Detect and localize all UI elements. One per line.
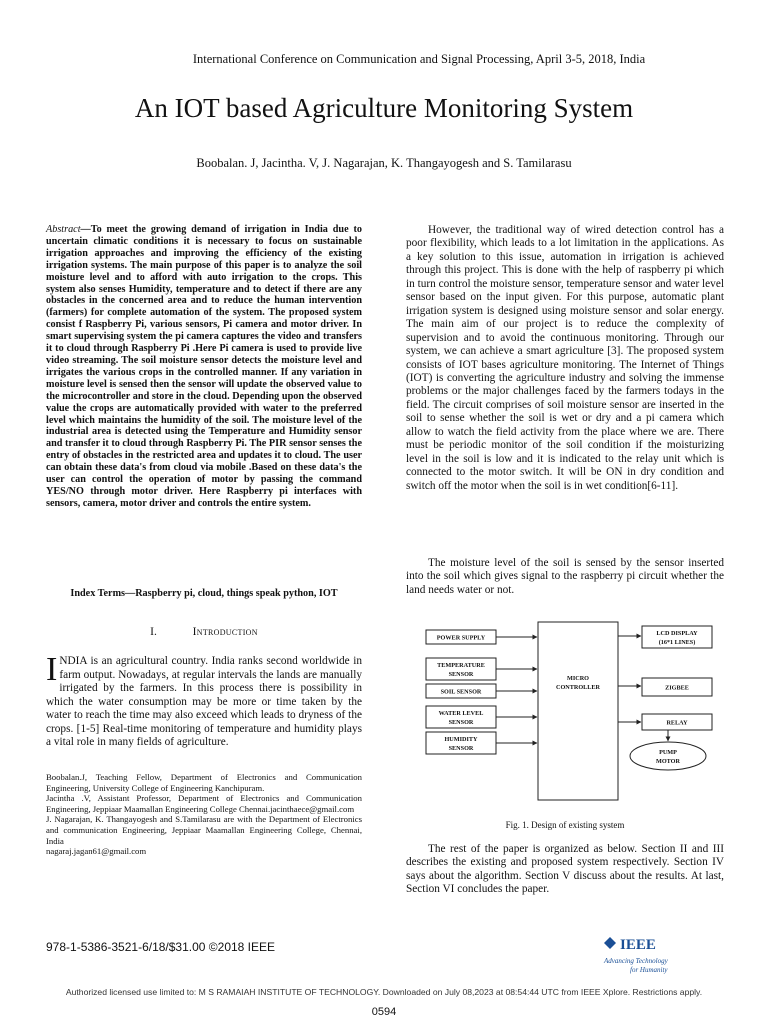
affiliation-item: Jacintha .V, Assistant Professor, Department of Electronics and Communication Engineering, Jeppiaar Maamallan Engineering College Chennai.jacinthaece@gmail.com xyxy=(46,793,362,814)
index-terms: Index Terms—Raspberry pi, cloud, things speak python, IOT xyxy=(70,588,338,599)
lcd-label-line2: (16*1 LINES) xyxy=(658,639,696,646)
microcontroller-label-line1: MICRO xyxy=(567,675,589,682)
ieee-diamond-icon xyxy=(604,937,616,949)
author-list: Boobalan. J, Jacintha. V, J. Nagarajan, K. Thangayogesh and S. Tamilarasu xyxy=(196,156,572,170)
ieee-logo xyxy=(602,935,722,979)
body-paragraph-1: However, the traditional way of wired detection control has a poor flexibility, which leads to a lot limitation in the applications. As a key solution to this issue, automation in irrigation is achieved through this project. This is done with the help of raspberry pi which in turn control the moisture sensor, temperature sensor and water level sensor based on the input given. For this purpose, automatic plant irrigation system is designed using moisture sensor and solar energy. The main aim of our project is to reduce the complexity of supervision and to avoid the continuous monitoring. Through our system, we can achieve a smart agriculture [3]. The proposed system consists of IOT bases agriculture monitoring. The Internet of Things (IOT) is converting the agriculture industry and solving the immense problems or the major challenges faced by the farmers todays in the field. The circuit comprises of soil moisture sensor are inserted in the soil to sense whether the soil is wet or dry and a pi camera which allow to watch the field activity from the place where we are. There must be periodic monitor of the soil condition if the moisturizing level in the soil is low and it is indicated to the relay unit which is connected to the motor switch. It will be ON in dry condition and switch off the motor when the soil is in wet condition[6-11]. xyxy=(406,224,724,492)
affiliation-item: nagaraj.jagan61@gmail.com xyxy=(46,846,147,857)
license-notice: Authorized licensed use limited to: M S RAMAIAH INSTITUTE OF TECHNOLOGY. Downloaded on July 08,2023 at 08:54:44 UTC from IEEE Xplore. Restrictions apply. xyxy=(65,987,703,997)
author-affiliations xyxy=(46,772,362,857)
temperature-label-line1: TEMPERATURE xyxy=(437,662,485,669)
body-paragraph-2: The moisture level of the soil is sensed by the sensor inserted into the soil which gives signal to the raspberry pi circuit whether the land needs water or not. xyxy=(406,557,724,596)
microcontroller-label-line2: CONTROLLER xyxy=(555,684,601,691)
humidity-label-line1: HUMIDITY xyxy=(444,736,478,743)
abstract xyxy=(46,224,362,510)
body-paragraph-3: The rest of the paper is organized as below. Section II and III describes the existing and proposed system respectively. Section IV says about the algorithm. Section V discuss about the results. At last, Section VI concludes the paper. xyxy=(406,843,724,896)
abstract-label: Abstract xyxy=(46,224,81,235)
paper-title: An IOT based Agriculture Monitoring System xyxy=(134,93,634,123)
humidity-label-line2: SENSOR xyxy=(448,745,474,752)
power-supply-label: POWER SUPPLY xyxy=(436,634,486,642)
page-number: 0594 xyxy=(371,1006,397,1018)
soil-sensor-label: SOIL SENSOR xyxy=(440,688,482,696)
ieee-tagline-1: Advancing Technology xyxy=(604,957,668,965)
zigbee-label: ZIGBEE xyxy=(665,684,689,692)
pump-motor-block xyxy=(630,742,706,770)
lcd-label-line1: LCD DISPLAY xyxy=(656,630,698,637)
ieee-wordmark: IEEE xyxy=(620,937,656,953)
affiliation-item: Boobalan.J, Teaching Fellow, Department of Electronics and Communication Engineering, University College of Engineering Kanchipuram. xyxy=(46,772,362,793)
section-title: Introduction xyxy=(192,626,258,638)
pump-label-line1: PUMP xyxy=(659,749,677,756)
water-level-label-line1: WATER LEVEL xyxy=(438,710,484,717)
introduction-paragraph xyxy=(46,651,362,750)
ieee-tagline-2: for Humanity xyxy=(630,966,668,974)
relay-label: RELAY xyxy=(666,719,688,727)
introduction-text: NDIA is an agricultural country. India ranks second worldwide in farm output. Nowadays, at regular intervals the lands are manually irrigated by the farmers. In this process there is possibility in which the water consumption may be more or time taken by the water to reach the time may also exceed which leads to dryness of the crops. [1-5] Real-time monitoring of temperature and humidity plays a vital role in many fields of agriculture. xyxy=(46,655,362,748)
figure-caption: Fig. 1. Design of existing system xyxy=(505,820,625,830)
temperature-label-line2: SENSOR xyxy=(448,671,474,678)
affiliation-item: J. Nagarajan, K. Thangayogesh and S.Tamilarasu are with the Department of Electronics and communication Engineering, Jeppiaar Maamallan Engineering College, Chennai, India xyxy=(46,814,362,846)
abstract-text: To meet the growing demand of irrigation in India due to uncertain climatic conditions it is necessary to focus on sustainable irrigation approaches and improving the efficiency of the existing irrigation systems. The main purpose of this paper is to analyze the soil moisture level and to afford with auto irrigation to the crops. This system also senses Humidity, temperature and to detect if there are any obstacles in the concerned area and to reduce the human intervention (farmers) for complete automation of the system. The proposed system consist f Raspberry Pi, various sensors, Pi camera and motor driver. In smart supervising system the pi camera captures the video and transfers it to cloud through Raspberry Pi .Here Pi camera is used to provide live video streaming. The soil moisture sensor detects the moisture level and irrigates the various crops in the controlled manner. If any variation in moisture level is sensed then the sensor will update the observed value to the microcontroller and store in the cloud. Depending upon the observed value the crops are automatically provided with water to the preferred level which maintains the humidity of the soil. The moisture level of the industrial area is detected using the Temperature and Humidity sensor and transfer it to cloud through Raspberry Pi. The PIR sensor senses the entry of obstacles in the restricted area and updates it to cloud. The user can obtain these data's from cloud via mobile .Based on these data's the user can control the operation of motor by passing the command YES/NO through motor driver. Here Raspberry pi interfaces with sensors, camera, motor driver and controls the entire system. xyxy=(46,224,362,509)
abstract-dash: — xyxy=(80,224,91,235)
isbn-copyright: 978-1-5386-3521-6/18/$31.00 ©2018 IEEE xyxy=(46,940,276,954)
drop-cap: I xyxy=(46,651,58,688)
pump-label-line2: MOTOR xyxy=(656,758,680,765)
section-heading-introduction xyxy=(46,626,362,638)
water-level-label-line2: SENSOR xyxy=(448,719,474,726)
system-block-diagram xyxy=(422,614,718,810)
microcontroller-block xyxy=(538,622,618,800)
section-number: I. xyxy=(150,626,157,638)
conference-header: International Conference on Communication and Signal Processing, April 3-5, 2018, India xyxy=(192,52,646,66)
